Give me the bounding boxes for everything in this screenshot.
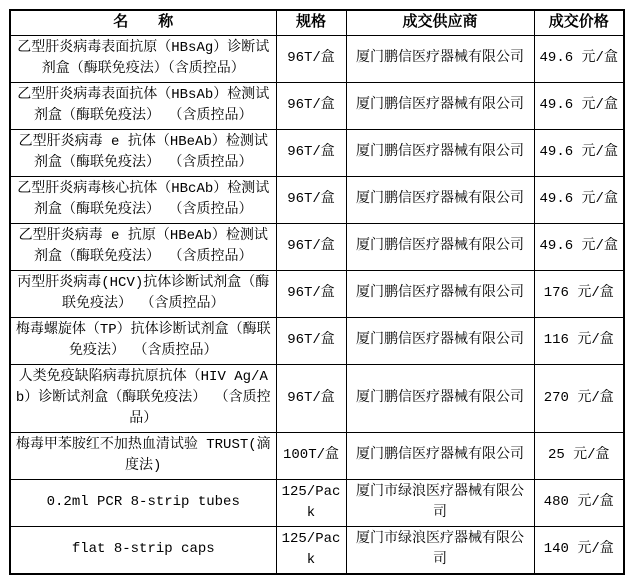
supplier-cell: 厦门鹏信医疗器械有限公司	[346, 35, 534, 82]
table-row	[10, 317, 624, 364]
spec-cell: 100T/盒	[276, 432, 346, 479]
supplier-cell: 厦门鹏信医疗器械有限公司	[346, 432, 534, 479]
price-cell: 49.6 元/盒	[534, 129, 624, 176]
product-name-cell: 乙型肝炎病毒核心抗体（HBcAb）检测试剂盒（酶联免疫法） （含质控品）	[10, 176, 276, 223]
table-row	[10, 432, 624, 479]
table-row	[10, 270, 624, 317]
product-name-cell: 乙型肝炎病毒表面抗原（HBsAg）诊断试剂盒（酶联免疫法）（含质控品）	[10, 35, 276, 82]
header-name: 名 称	[10, 10, 276, 35]
product-name-cell: 梅毒甲苯胺红不加热血清试验 TRUST(滴度法)	[10, 432, 276, 479]
product-name-cell: flat 8-strip caps	[10, 526, 276, 574]
price-cell: 480 元/盒	[534, 479, 624, 526]
procurement-price-table	[9, 9, 625, 575]
table-row	[10, 35, 624, 82]
price-cell: 49.6 元/盒	[534, 176, 624, 223]
header-price: 成交价格	[534, 10, 624, 35]
price-cell: 270 元/盒	[534, 364, 624, 432]
spec-cell: 96T/盒	[276, 317, 346, 364]
price-cell: 176 元/盒	[534, 270, 624, 317]
product-name-cell: 丙型肝炎病毒(HCV)抗体诊断试剂盒（酶联免疫法） （含质控品）	[10, 270, 276, 317]
spec-cell: 96T/盒	[276, 82, 346, 129]
supplier-cell: 厦门鹏信医疗器械有限公司	[346, 270, 534, 317]
product-name-cell: 乙型肝炎病毒表面抗体（HBsAb）检测试剂盒（酶联免疫法） （含质控品）	[10, 82, 276, 129]
product-name-cell: 梅毒螺旋体（TP）抗体诊断试剂盒（酶联免疫法） （含质控品）	[10, 317, 276, 364]
product-name-cell: 乙型肝炎病毒 e 抗原（HBeAb）检测试剂盒（酶联免疫法） （含质控品）	[10, 223, 276, 270]
spec-cell: 96T/盒	[276, 35, 346, 82]
supplier-cell: 厦门鹏信医疗器械有限公司	[346, 364, 534, 432]
price-cell: 116 元/盒	[534, 317, 624, 364]
table-row	[10, 223, 624, 270]
spec-cell: 96T/盒	[276, 129, 346, 176]
supplier-cell: 厦门鹏信医疗器械有限公司	[346, 317, 534, 364]
price-cell: 49.6 元/盒	[534, 82, 624, 129]
header-row	[10, 10, 624, 35]
spec-cell: 96T/盒	[276, 364, 346, 432]
table-row	[10, 479, 624, 526]
price-cell: 49.6 元/盒	[534, 35, 624, 82]
supplier-cell: 厦门市绿浪医疗器械有限公司	[346, 479, 534, 526]
table-row	[10, 364, 624, 432]
product-name-cell: 人类免疫缺陷病毒抗原抗体（HIV Ag/Ab）诊断试剂盒（酶联免疫法） （含质控品）	[10, 364, 276, 432]
spec-cell: 125/Pack	[276, 479, 346, 526]
price-cell: 25 元/盒	[534, 432, 624, 479]
table-row	[10, 129, 624, 176]
spec-cell: 125/Pack	[276, 526, 346, 574]
supplier-cell: 厦门鹏信医疗器械有限公司	[346, 129, 534, 176]
price-cell: 49.6 元/盒	[534, 223, 624, 270]
table-row	[10, 526, 624, 574]
product-name-cell: 乙型肝炎病毒 e 抗体（HBeAb）检测试剂盒（酶联免疫法） （含质控品）	[10, 129, 276, 176]
spec-cell: 96T/盒	[276, 223, 346, 270]
table-row	[10, 176, 624, 223]
table-row	[10, 82, 624, 129]
supplier-cell: 厦门市绿浪医疗器械有限公司	[346, 526, 534, 574]
spec-cell: 96T/盒	[276, 176, 346, 223]
supplier-cell: 厦门鹏信医疗器械有限公司	[346, 176, 534, 223]
product-name-cell: 0.2ml PCR 8-strip tubes	[10, 479, 276, 526]
supplier-cell: 厦门鹏信医疗器械有限公司	[346, 223, 534, 270]
price-cell: 140 元/盒	[534, 526, 624, 574]
header-supplier: 成交供应商	[346, 10, 534, 35]
spec-cell: 96T/盒	[276, 270, 346, 317]
supplier-cell: 厦门鹏信医疗器械有限公司	[346, 82, 534, 129]
header-spec: 规格	[276, 10, 346, 35]
